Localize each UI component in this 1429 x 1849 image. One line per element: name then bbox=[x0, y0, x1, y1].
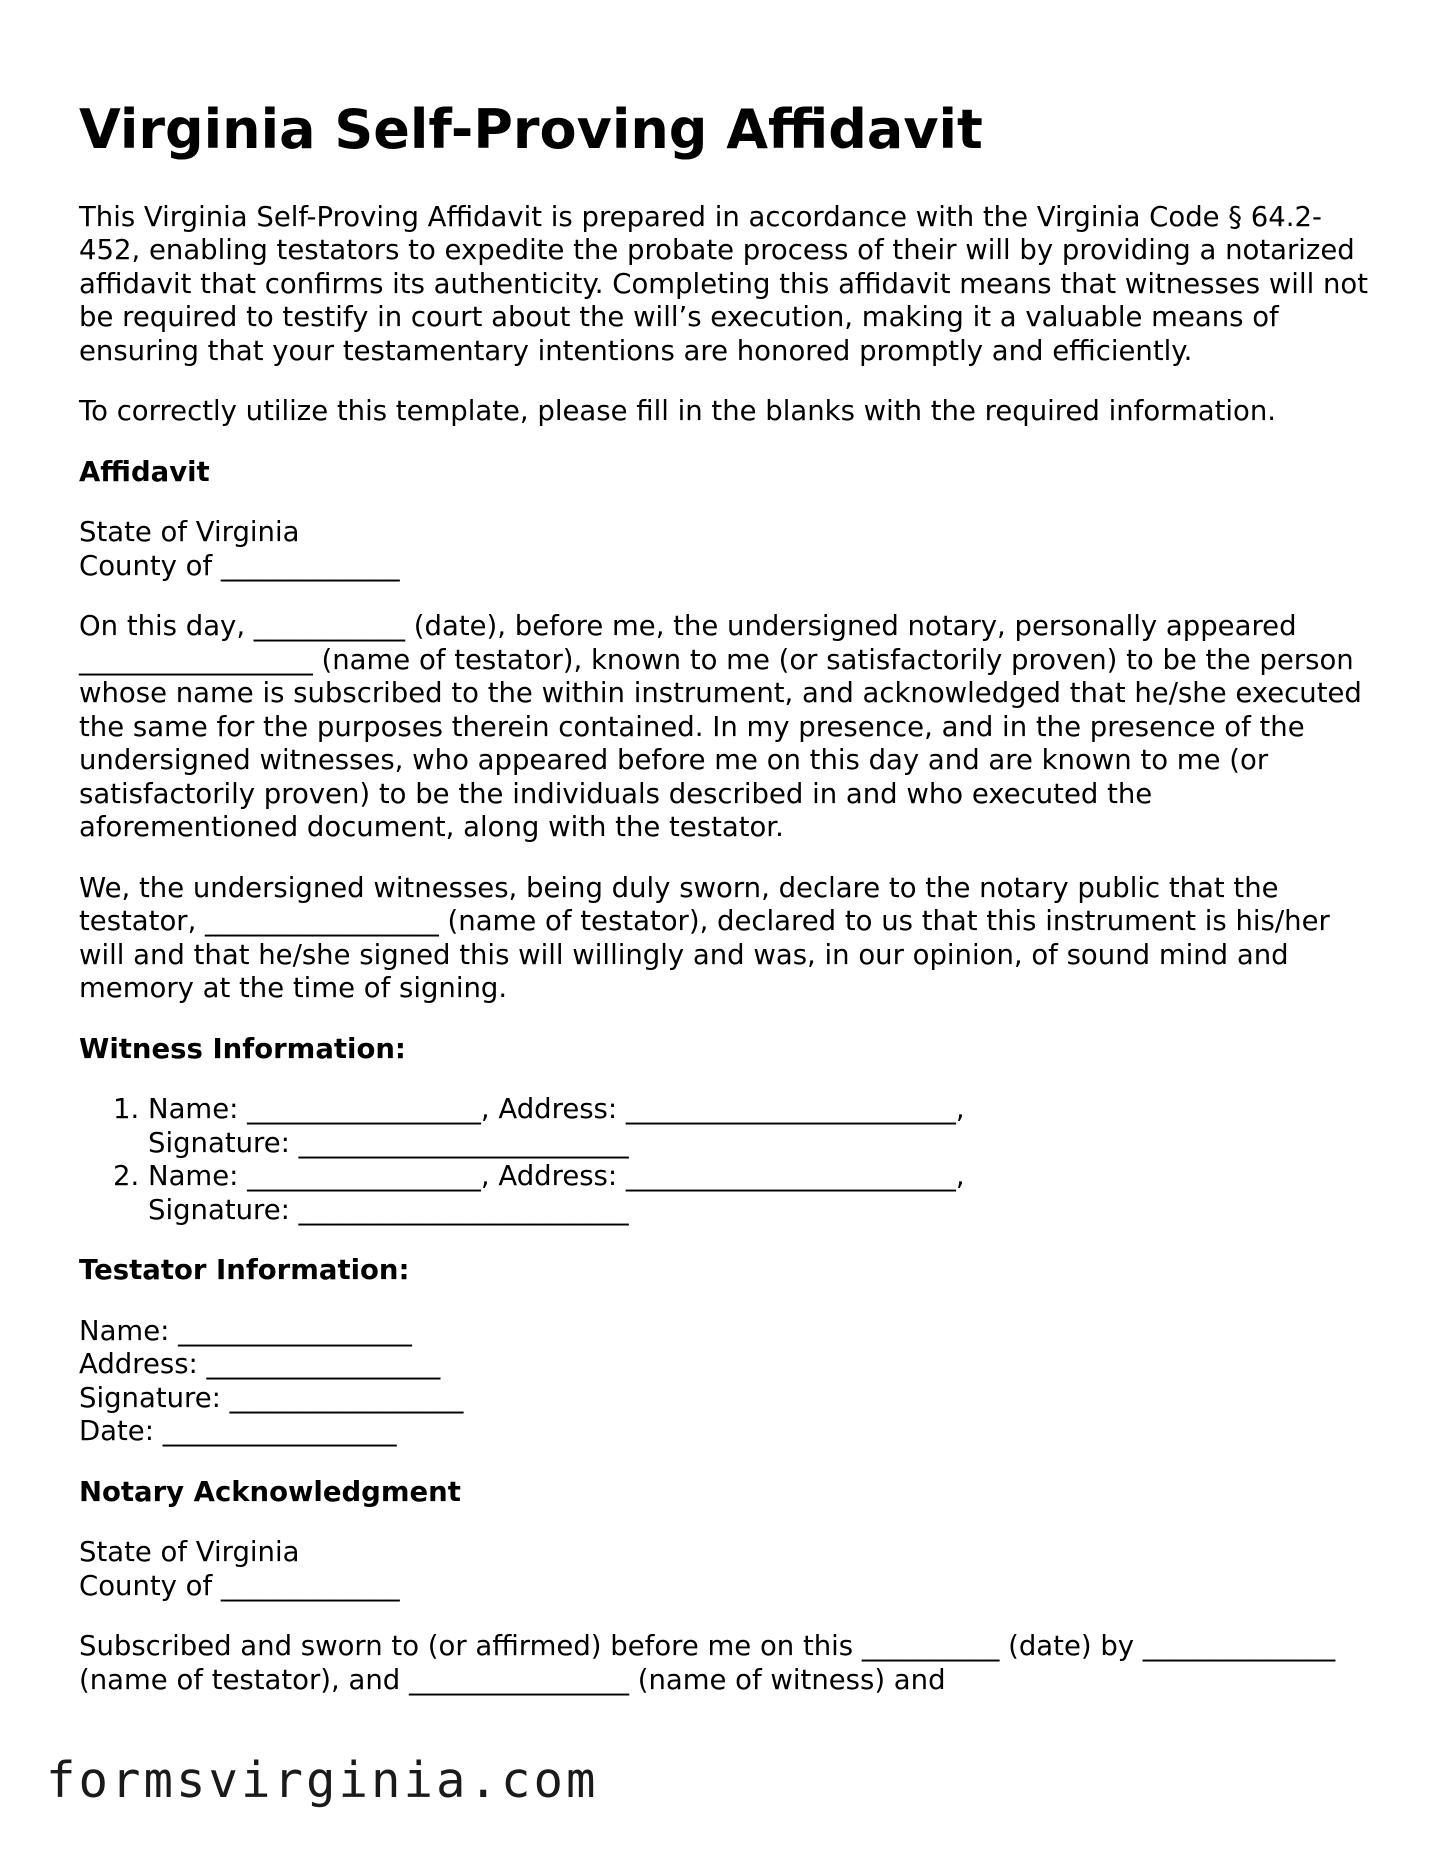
notary-venue bbox=[79, 1536, 1369, 1603]
notary-heading: Notary Acknowledgment bbox=[79, 1475, 461, 1508]
testator-address-line: Address: _________________ bbox=[79, 1348, 441, 1381]
witness-item: 1. Name: _________________, Address: ________________________, Signature: ________________________ bbox=[148, 1093, 1369, 1160]
page-title: Virginia Self-Proving Affidavit bbox=[79, 98, 983, 161]
affidavit-venue bbox=[79, 516, 1369, 583]
instructions-paragraph: To correctly utilize this template, please fill in the blanks with the required information. bbox=[79, 395, 1277, 428]
document-page bbox=[79, 98, 1369, 1724]
notary-paragraph: Subscribed and sworn to (or affirmed) before me on this __________ (date) by ______________ (name of testator), and ________________ (name of witness) and bbox=[79, 1630, 1336, 1696]
notary-county: County of _____________ bbox=[79, 1569, 400, 1602]
testator-name-line: Name: _________________ bbox=[79, 1314, 412, 1347]
site-watermark: formsvirginia.com bbox=[46, 1752, 599, 1809]
affidavit-county: County of _____________ bbox=[79, 549, 400, 582]
affidavit-paragraph-declaration: We, the undersigned witnesses, being duly sworn, declare to the notary public that the testator, _________________ (name of testator), declared to us that this instrument is his/her will and that he/she signed this will willingly and was, in our opinion, of sound mind and memory at the time of signing. bbox=[79, 871, 1330, 1005]
testator-signature-line: Signature: _________________ bbox=[79, 1381, 464, 1414]
testator-info-block bbox=[79, 1315, 1369, 1449]
testator-date-line: Date: _________________ bbox=[79, 1415, 397, 1448]
witness-item: 2. Name: _________________, Address: ________________________, Signature: ________________________ bbox=[148, 1160, 1369, 1227]
witness-info-heading: Witness Information: bbox=[79, 1032, 406, 1065]
affidavit-paragraph-appearance: On this day, ___________ (date), before me, the undersigned notary, personally appeared _________________ (name of testator), known to me (or satisfactorily proven) to be the person whose name is subscribed to the within instrument, and acknowledged that he/she executed the same for the purposes therein contained. In my presence, and in the presence of the undersigned witnesses, who appeared before me on this day and are known to me (or satisfactorily proven) to be the individuals described in and who executed the aforementioned document, along with the testator. bbox=[79, 610, 1362, 844]
witness-list bbox=[79, 1093, 1369, 1227]
intro-paragraph: This Virginia Self-Proving Affidavit is prepared in accordance with the Virginia Code § 64.2-452, enabling testators to expedite the probate process of their will by providing a notarized affidavit that confirms its authenticity. Completing this affidavit means that witnesses will not be required to testify in court about the will’s execution, making it a valuable means of ensuring that your testamentary intentions are honored promptly and efficiently. bbox=[79, 200, 1369, 367]
affidavit-state: State of Virginia bbox=[79, 516, 300, 549]
affidavit-heading: Affidavit bbox=[79, 455, 210, 488]
notary-state: State of Virginia bbox=[79, 1536, 300, 1569]
testator-info-heading: Testator Information: bbox=[79, 1254, 410, 1287]
